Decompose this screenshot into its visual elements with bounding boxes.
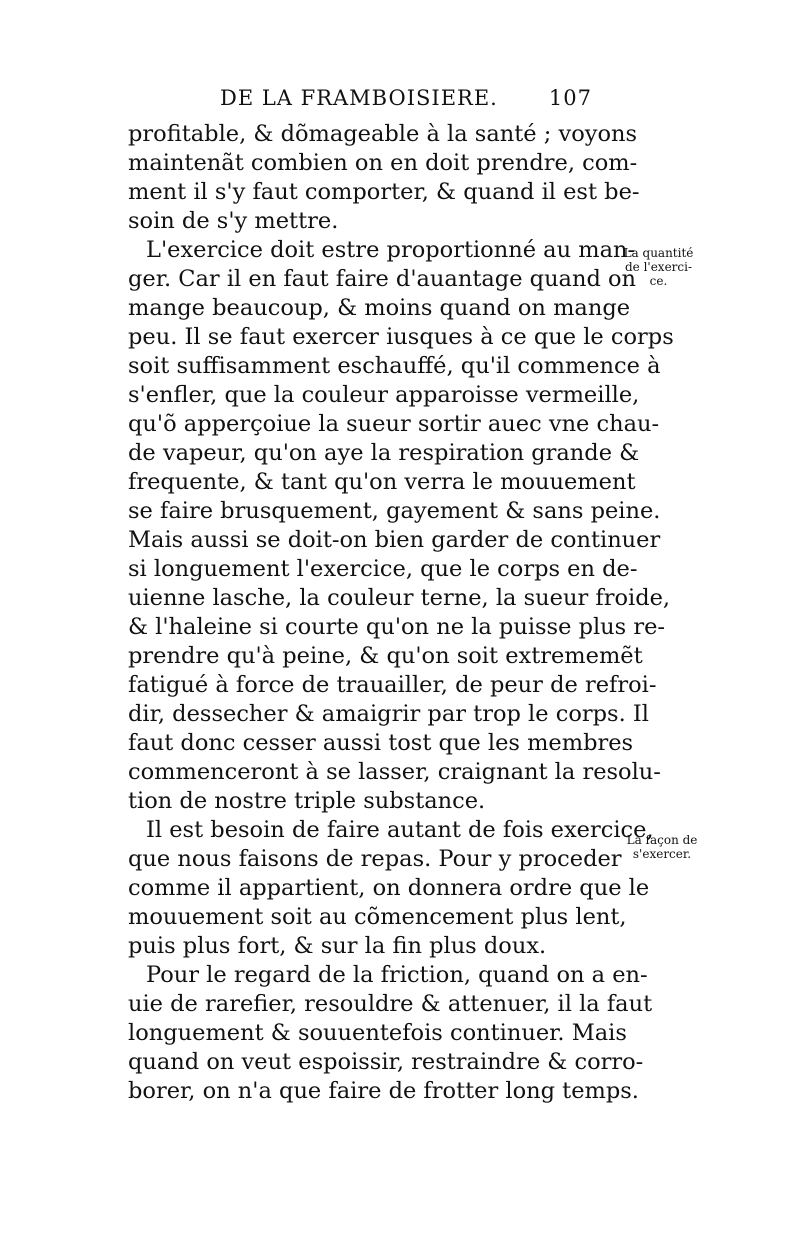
text-line: maintenãt combien on en doit prendre, com- <box>128 150 638 176</box>
text-line: si longuement l'exercice, que le corps en de- <box>128 556 638 582</box>
text-line: soin de s'y mettre. <box>128 208 339 234</box>
text-line: longuement & souuentefois continuer. Mais <box>128 1020 627 1046</box>
text-line: prendre qu'à peine, & qu'on soit extrememẽt <box>128 643 643 669</box>
text-line: dir, dessecher & amaigrir par trop le corps. Il <box>128 701 649 727</box>
text-line: Mais aussi se doit-on bien garder de continuer <box>128 527 661 553</box>
text-line: faut donc cesser aussi tost que les membres <box>128 730 634 756</box>
text-line: se faire brusquement, gayement & sans peine. <box>128 498 661 524</box>
text-line: soit suffisamment eschauffé, qu'il commence à <box>128 353 661 379</box>
text-line: profitable, & dõmageable à la santé ; voyons <box>128 121 638 147</box>
text-line: quand on veut espoissir, restraindre & corro- <box>128 1049 644 1075</box>
paragraph-start-line: Il est besoin de faire autant de fois exercice, <box>146 817 654 843</box>
paragraph-start-line: Pour le regard de la friction, quand on a en- <box>146 962 648 988</box>
text-line: de vapeur, qu'on aye la respiration grande & <box>128 440 640 466</box>
text-line: mouuement soit au cõmencement plus lent, <box>128 904 627 930</box>
text-line: peu. Il se faut exercer iusques à ce que le corps <box>128 324 674 350</box>
margin-note-line: La façon de <box>626 833 698 847</box>
text-line: mange beaucoup, & moins quand on mange <box>128 295 631 321</box>
text-line: ger. Car il en faut faire d'auantage quand on <box>128 266 637 292</box>
margin-note-method <box>612 833 712 861</box>
text-line: fatigué à force de trauailler, de peur de refroi- <box>128 672 657 698</box>
running-head <box>130 86 600 120</box>
text-line: ment il s'y faut comporter, & quand il est be- <box>128 179 640 205</box>
text-line: & l'haleine si courte qu'on ne la puisse plus re- <box>128 614 666 640</box>
text-line: borer, on n'a que faire de frotter long temps. <box>128 1078 639 1104</box>
text-line: commenceront à se lasser, craignant la resolu- <box>128 759 661 785</box>
text-line: qu'õ apperçoiue la sueur sortir auec vne chau- <box>128 411 660 437</box>
page-number: 107 <box>548 86 592 110</box>
margin-note-line: de l'exerci- <box>624 260 693 274</box>
text-line: frequente, & tant qu'on verra le mouuement <box>128 469 636 495</box>
margin-note-line: La quantité <box>623 246 694 260</box>
margin-note-quantity <box>606 246 711 288</box>
text-line: puis plus fort, & sur la fin plus doux. <box>128 933 547 959</box>
text-line: comme il appartient, on donnera ordre que le <box>128 875 650 901</box>
text-line: tion de nostre triple substance. <box>128 788 486 814</box>
text-line: que nous faisons de repas. Pour y proceder <box>128 846 622 872</box>
margin-note-line: ce. <box>649 274 668 288</box>
text-line: s'enfler, que la couleur apparoisse vermeille, <box>128 382 640 408</box>
running-title: DE LA FRAMBOISIERE. <box>220 86 498 110</box>
margin-note-line: s'exercer. <box>632 847 692 861</box>
text-line: uie de rarefier, resouldre & attenuer, il la faut <box>128 991 653 1017</box>
paragraph-start-line: L'exercice doit estre proportionné au man- <box>146 237 636 263</box>
text-line: uienne lasche, la couleur terne, la sueur froide, <box>128 585 671 611</box>
